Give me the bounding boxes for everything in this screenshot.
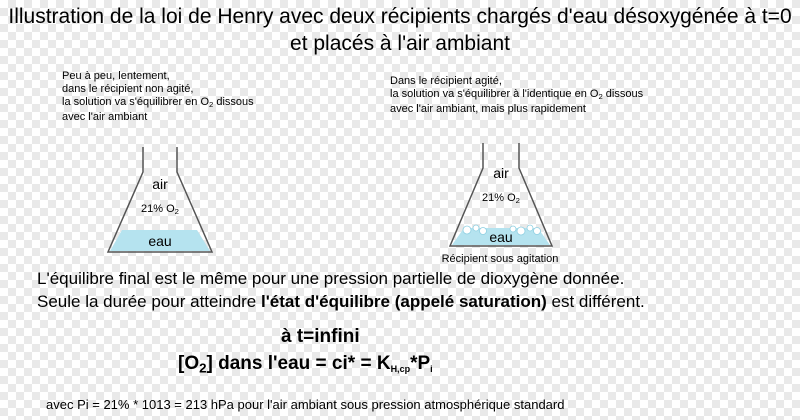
equation-line2: $[O_2]$ dans $l'eau = ci* = K_{H,cp}*P_i$ (178, 353, 433, 376)
flask-right-o2-label: 21% $O_2$ (482, 192, 520, 205)
bubble (534, 228, 541, 235)
diagram-title-line2: et placés à l'air ambiant (290, 32, 510, 55)
diagram-title-line1: Illustration de la loi de Henry avec deux récipients chargés d'eau désoxygénée à t=0 (8, 5, 792, 28)
left-note-line1: Peu à peu, lentement, (62, 70, 170, 82)
left-note-line2: dans le récipient non agité, (62, 83, 194, 95)
bubble (463, 226, 471, 234)
flask-right-water-label: eau (489, 229, 513, 245)
left-note-line3: la solution va s'équilibrer en $O_2$ dissous (62, 96, 254, 109)
flask-left-water-label: eau (148, 233, 172, 249)
right-note-line2: la solution va s'équilibrer à l'identique en $O_2$ dissous (390, 88, 644, 101)
left-note-line4: avec l'air ambiant (62, 110, 148, 123)
flask-left-o2-label: 21% $O_2$ (141, 203, 179, 216)
body-line1: L'équilibre final est le même pour une pression partielle de dioxygène donnée. (37, 269, 625, 288)
right-note-line1: Dans le récipient agité, (390, 75, 502, 87)
equation-line1: à t=infini (281, 326, 360, 347)
flask-right-air-label: air (493, 165, 509, 181)
flask-right-caption: Récipient sous agitation (441, 253, 559, 265)
footer-note: avec Pi = 21% * 1013 = 213 hPa pour l'air ambiant sous pression atmosphérique standard (46, 397, 565, 412)
flask-left-air-label: air (152, 176, 168, 192)
body-line2: Seule la durée pour atteindre l'état d'équilibre (appelé saturation) est différent. (37, 292, 645, 311)
bubble (527, 225, 533, 231)
right-note-line3: avec l'air ambiant, mais plus rapidement (390, 102, 586, 115)
